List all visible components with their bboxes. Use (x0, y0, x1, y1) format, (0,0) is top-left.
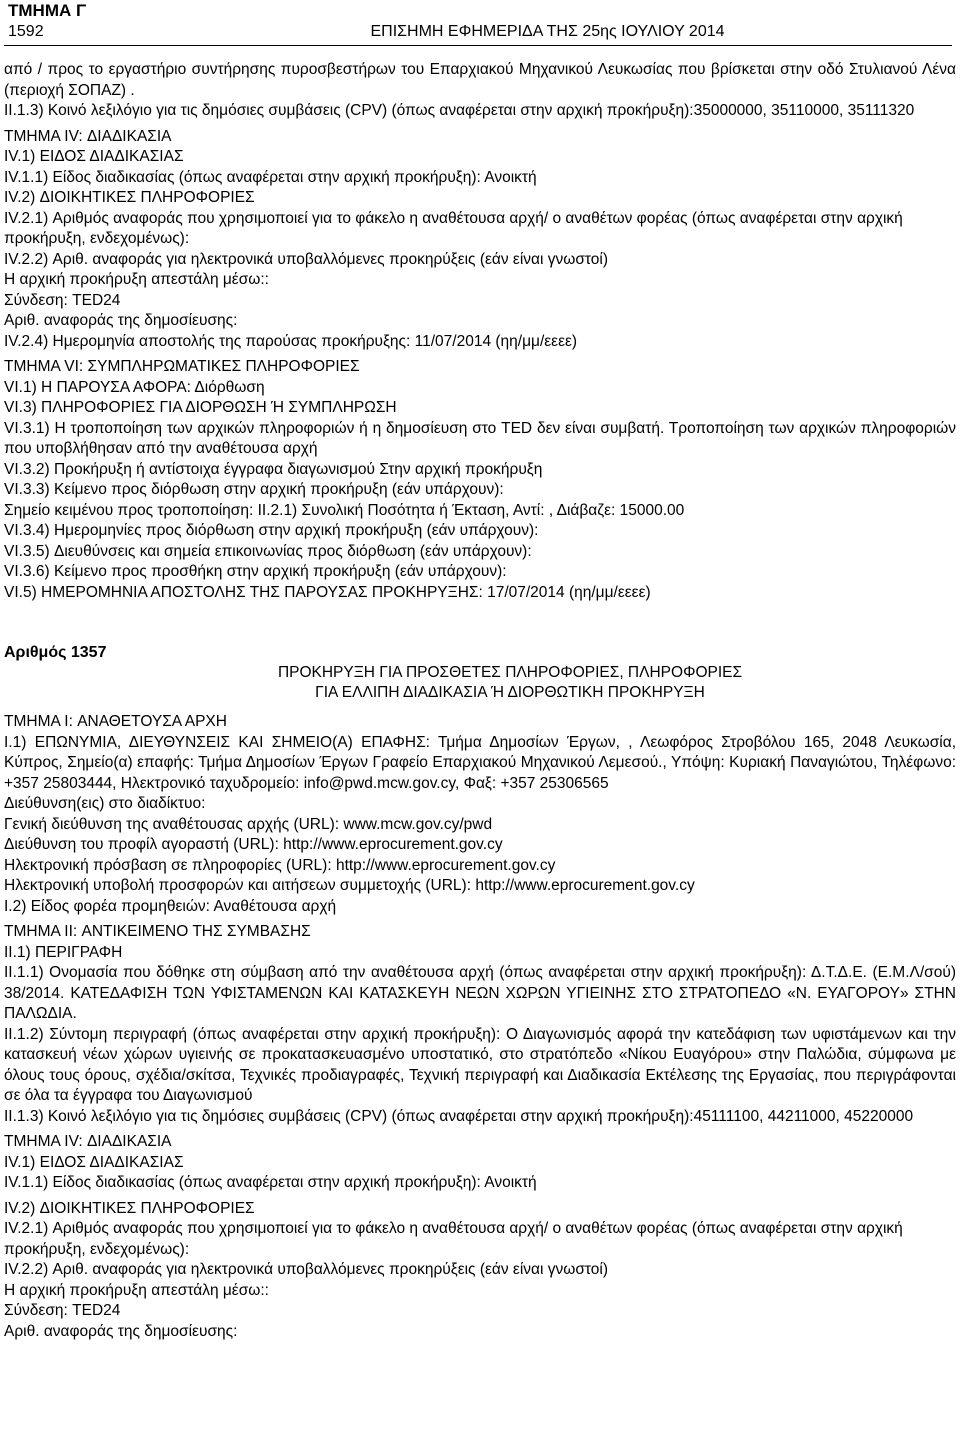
paragraph: IV.2.1) Αριθμός αναφοράς που χρησιμοποιεί για το φάκελο η αναθέτουσα αρχή/ ο αναθέτων φορέας (όπως αναφέρεται στην αρχική προκήρυξη, ενδεχομένως): (4, 1220, 903, 1258)
section-heading: ΤΜΗΜΑ II: ΑΝΤΙΚΕΙΜΕΝΟ ΤΗΣ ΣΥΜΒΑΣΗΣ (4, 923, 311, 940)
subsection-heading: IV.1) ΕΙΔΟΣ ΔΙΑΔΙΚΑΣΙΑΣ (4, 148, 184, 165)
subsection-heading: IV.2) ΔΙΟΙΚΗΤΙΚΕΣ ΠΛΗΡΟΦΟΡΙΕΣ (4, 189, 255, 206)
gazette-title: ΕΠΙΣΗΜΗ ΕΦΗΜΕΡΙΔΑ ΤΗΣ 25ης ΙΟΥΛΙΟΥ 2014 (370, 23, 725, 40)
paragraph: Σημείο κειμένου προς τροποποίηση: II.2.1) Συνολική Ποσότητα ή Έκταση, Αντί: , Διάβαζε: 15000.00 (4, 501, 685, 519)
paragraph: IV.2.2) Αριθ. αναφοράς για ηλεκτρονικά υποβαλλόμενες προκηρύξεις (εάν είναι γνωστοί) (4, 250, 609, 268)
header-divider (4, 45, 952, 46)
paragraph: από / προς το εργαστήριο συντήρησης πυροσβεστήρων του Επαρχιακού Μηχανικού Λευκωσίας που βρίσκεται στην οδό Στυλιανού Λένα (περιοχή ΣΟΠΑΖ) . (4, 61, 956, 99)
paragraph: Διεύθυνση του προφίλ αγοραστή (URL): http://www.eprocurement.gov.cy (4, 836, 503, 853)
paragraph: VI.1) Η ΠΑΡΟΥΣΑ ΑΦΟΡΑ: Διόρθωση (4, 378, 265, 396)
paragraph: I.1) ΕΠΩΝΥΜΙΑ, ΔΙΕΥΘΥΝΣΕΙΣ ΚΑΙ ΣΗΜΕΙΟ(Α) ΕΠΑΦΗΣ: Τμήμα Δημοσίων Έργων, , Λεωφόρος Στροβόλου 165, 2048 Λευκωσία, Κύπρος, Σημείο(α) επαφής: Τμήμα Δημοσίων Έργων Γραφείο Επαρχιακού Μηχανικού Λεμεσού., Υπόψη: Κυριακή Παναγιώτου, Τηλέφωνο: +357 25803444, Ηλεκτρονικό ταχυδρομείο: info@pwd.mcw.gov.cy, Φαξ: +357 25306565 (4, 733, 956, 792)
paragraph: Σύνδεση: TED24 (4, 291, 121, 309)
page-header (4, 0, 956, 62)
paragraph: Ηλεκτρονική πρόσβαση σε πληροφορίες (URL): http://www.eprocurement.gov.cy (4, 856, 556, 874)
notice-1357-body (4, 712, 956, 1342)
paragraph: Σύνδεση: TED24 (4, 1302, 121, 1319)
page-number: 1592 (8, 23, 44, 40)
notice-number: Αριθμός 1357 (4, 644, 107, 661)
paragraph: Αριθ. αναφοράς της δημοσίευσης: (4, 1322, 238, 1340)
subsection-heading: IV.1) ΕΙΔΟΣ ΔΙΑΔΙΚΑΣΙΑΣ (4, 1153, 184, 1171)
paragraph: IV.2.4) Ημερομηνία αποστολής της παρούσας προκήρυξης: 11/07/2014 (ηη/μμ/εεεε) (4, 332, 578, 350)
paragraph: Γενική διεύθυνση της αναθέτουσας αρχής (URL): www.mcw.gov.cy/pwd (4, 815, 493, 833)
paragraph: II.1.2) Σύντομη περιγραφή (όπως αναφέρεται στην αρχική προκήρυξη): Ο Διαγωνισμός αφορά την κατεδάφιση των υφιστάμενων και την κατασκευή νέων χώρων υγιεινής σε προκατασκευασμένο υποστατικό, στο στρατόπεδο «Νίκου Ευαγόρου» στην Παλώδια, σύμφωνα με όλους τους όρους, σχέδια/σκίτσα, Τεχνικές προδιαγραφές, Τεχνική περιγραφή και Διαδικασία Εκτέλεσης της Εργασίας, που περιγράφονται σε όλα τα έγγραφα του Διαγωνισμού (4, 1025, 956, 1104)
paragraph: II.1.3) Κοινό λεξιλόγιο για τις δημόσιες συμβάσεις (CPV) (όπως αναφέρεται στην αρχική προκήρυξη):35000000, 35110000, 35111320 (4, 102, 915, 119)
paragraph: Η αρχική προκήρυξη απεστάλη μέσω:: (4, 271, 269, 288)
paragraph: II.1.3) Κοινό λεξιλόγιο για τις δημόσιες συμβάσεις (CPV) (όπως αναφέρεται στην αρχική προκήρυξη):45111100, 44211000, 45220000 (4, 1107, 914, 1125)
subsection-heading: VI.3) ΠΛΗΡΟΦΟΡΙΕΣ ΓΙΑ ΔΙΟΡΘΩΣΗ Ή ΣΥΜΠΛΗΡΩΣΗ (4, 399, 397, 416)
paragraph: VI.3.5) Διευθύνσεις και σημεία επικοινωνίας προς διόρθωση (εάν υπάρχουν): (4, 542, 532, 560)
paragraph: IV.1.1) Είδος διαδικασίας (όπως αναφέρεται στην αρχική προκήρυξη): Ανοικτή (4, 1174, 537, 1191)
paragraph: Αριθ. αναφοράς της δημοσίευσης: (4, 312, 238, 329)
notice-title-line-1: ΠΡΟΚΗΡΥΞΗ ΓΙΑ ΠΡΟΣΘΕΤΕΣ ΠΛΗΡΟΦΟΡΙΕΣ, ΠΛΗΡΟΦΟΡΙΕΣ (277, 664, 743, 681)
paragraph: VI.3.3) Κείμενο προς διόρθωση στην αρχική προκήρυξη (εάν υπάρχουν): (4, 481, 504, 498)
paragraph: IV.1.1) Είδος διαδικασίας (όπως αναφέρεται στην αρχική προκήρυξη): Ανοικτή (4, 168, 537, 186)
paragraph: I.2) Είδος φορέα προμηθειών: Αναθέτουσα αρχή (4, 897, 337, 915)
section-heading: ΤΜΗΜΑ IV: ΔΙΑΔΙΚΑΣΙΑ (4, 1133, 172, 1150)
subsection-heading: II.1) ΠΕΡΙΓΡΑΦΗ (4, 943, 123, 961)
document-body (4, 60, 956, 1342)
paragraph: Διεύθυνση(εις) στο διαδίκτυο: (4, 795, 206, 812)
notice-title-line-2: ΓΙΑ ΕΛΛΙΠΗ ΔΙΑΔΙΚΑΣΙΑ Ή ΔΙΟΡΘΩΤΙΚΗ ΠΡΟΚΗΡΥΞΗ (315, 684, 705, 701)
subsection-heading: IV.2) ΔΙΟΙΚΗΤΙΚΕΣ ΠΛΗΡΟΦΟΡΙΕΣ (4, 1199, 255, 1217)
section-heading: ΤΜΗΜΑ IV: ΔΙΑΔΙΚΑΣΙΑ (4, 127, 172, 145)
section-label: ΤΜΗΜΑ Γ (8, 1, 87, 20)
paragraph: Ηλεκτρονική υποβολή προσφορών και αιτήσεων συμμετοχής (URL): http://www.eprocurement.gov.cy (4, 877, 695, 894)
paragraph: VI.3.1) Η τροποποίηση των αρχικών πληροφοριών ή η δημοσίευση στο TED δεν είναι συμβατή. Τροποποίηση των αρχικών πληροφοριών που υποβλήθησαν από την αναθέτουσα αρχή (4, 419, 956, 457)
section-heading: ΤΜΗΜΑ VI: ΣΥΜΠΛΗΡΩΜΑΤΙΚΕΣ ΠΛΗΡΟΦΟΡΙΕΣ (4, 358, 360, 375)
paragraph: VI.3.2) Προκήρυξη ή αντίστοιχα έγγραφα διαγωνισμού Στην αρχική προκήρυξη (4, 460, 543, 478)
paragraph: VI.3.6) Κείμενο προς προσθήκη στην αρχική προκήρυξη (εάν υπάρχουν): (4, 563, 507, 580)
paragraph: IV.2.2) Αριθ. αναφοράς για ηλεκτρονικά υποβαλλόμενες προκηρύξεις (εάν είναι γνωστοί) (4, 1261, 609, 1278)
paragraph: II.1.1) Ονομασία που δόθηκε στη σύμβαση από την αναθέτουσα αρχή (όπως αναφέρεται στην αρχική προκήρυξη): Δ.Τ.Δ.Ε. (Ε.Μ.Λ/σού) 38/2014. ΚΑΤΕΔΑΦΙΣΗ ΤΩΝ ΥΦΙΣΤΑΜΕΝΩΝ ΚΑΙ ΚΑΤΑΣΚΕΥΗ ΝΕΩΝ ΧΩΡΩΝ ΥΓΙΕΙΝΗΣ ΣΤΟ ΣΤΡΑΤΟΠΕΔΟ «Ν. ΕΥΑΓΟΡΟΥ» ΣΤΗΝ ΠΑΛΩΔΙΑ. (4, 964, 956, 1022)
paragraph: IV.2.1) Αριθμός αναφοράς που χρησιμοποιεί για το φάκελο η αναθέτουσα αρχή/ ο αναθέτων φορέας (όπως αναφέρεται στην αρχική προκήρυξη, ενδεχομένως): (4, 209, 903, 247)
notice-header (4, 643, 956, 707)
section-heading: ΤΜΗΜΑ I: ΑΝΑΘΕΤΟΥΣΑ ΑΡΧΗ (4, 713, 227, 730)
paragraph: VI.5) ΗΜΕΡΟΜΗΝΙΑ ΑΠΟΣΤΟΛΗΣ ΤΗΣ ΠΑΡΟΥΣΑΣ ΠΡΟΚΗΡΥΞΗΣ: 17/07/2014 (ηη/μμ/εεεε) (4, 583, 651, 601)
paragraph: Η αρχική προκήρυξη απεστάλη μέσω:: (4, 1281, 269, 1299)
notice-continuation (4, 60, 956, 603)
paragraph: VI.3.4) Ημερομηνίες προς διόρθωση στην αρχική προκήρυξη (εάν υπάρχουν): (4, 522, 539, 539)
